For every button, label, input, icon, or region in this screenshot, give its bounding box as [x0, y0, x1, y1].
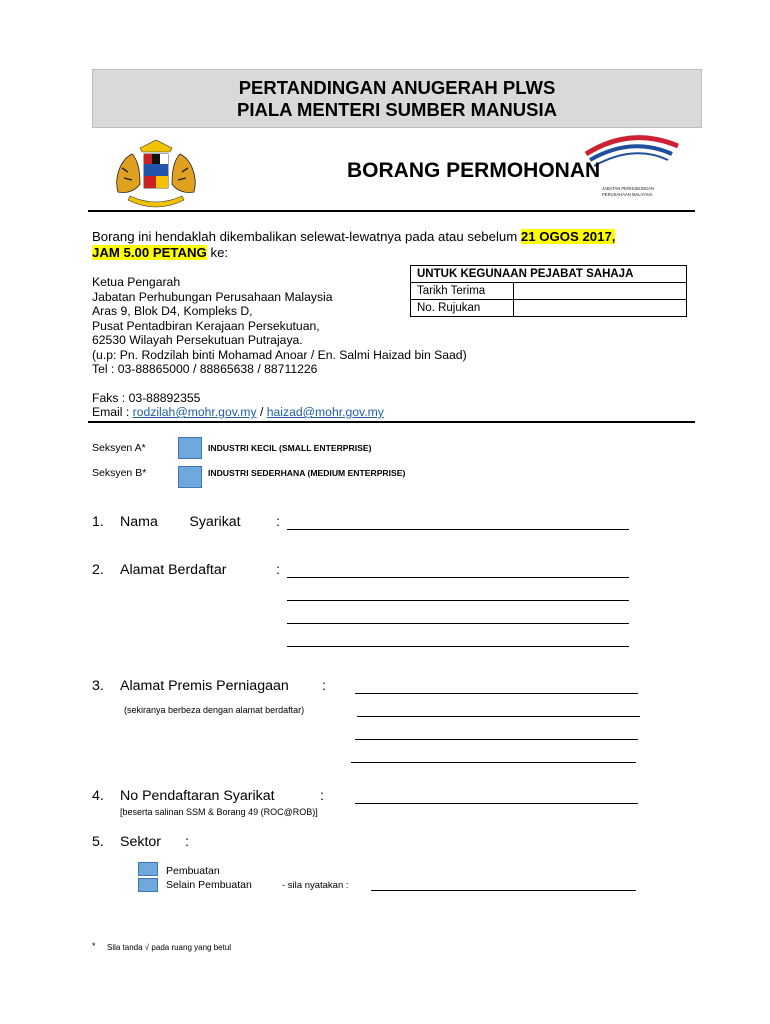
instructions: [92, 229, 690, 260]
sector-manufacturing-label: Pembuatan: [166, 865, 220, 877]
email-link-1[interactable]: rodzilah@mohr.gov.my: [132, 405, 257, 419]
section-b-checkbox[interactable]: [178, 466, 202, 488]
address-line: Pusat Pentadbiran Kerajaan Persekutuan,: [92, 318, 320, 333]
business-address-field[interactable]: [351, 762, 636, 763]
address-block: [92, 275, 467, 420]
section-a-checkbox[interactable]: [178, 437, 202, 459]
instructions-text: Borang ini hendaklah dikembalikan selewat-lewatnya pada atau sebelum: [92, 229, 521, 244]
business-address-field[interactable]: [355, 739, 638, 740]
q4-colon: :: [320, 788, 324, 804]
sector-specify-field[interactable]: [371, 890, 636, 891]
address-line: 62530 Wilayah Persekutuan Putrajaya.: [92, 333, 303, 347]
registration-number-field[interactable]: [355, 803, 638, 804]
registered-address-field[interactable]: [287, 600, 629, 601]
received-date-label: Tarikh Terima: [411, 283, 514, 300]
title-banner: [92, 69, 702, 128]
instructions-suffix: ke:: [206, 244, 229, 260]
business-address-field[interactable]: [357, 716, 640, 717]
email-link-2[interactable]: haizad@mohr.gov.my: [266, 405, 384, 419]
sector-manufacturing-checkbox[interactable]: [138, 862, 158, 876]
reference-no-label: No. Rujukan: [411, 300, 514, 317]
coat-of-arms-logo: [110, 138, 202, 216]
q2-number: 2.: [92, 562, 104, 578]
company-name-field[interactable]: [287, 529, 629, 530]
jppm-logo-text-1: JABATAN PERHUBUNGAN: [602, 186, 654, 191]
q3-colon: :: [322, 678, 326, 694]
q1-label: Nama Syarikat: [120, 514, 241, 530]
section-b-label: Seksyen B*: [92, 467, 147, 479]
footnote-star: *: [92, 941, 96, 951]
sector-other-label: Selain Pembuatan: [166, 879, 252, 891]
q5-colon: :: [185, 834, 189, 850]
section-b-name: INDUSTRI SEDERHANA (MEDIUM ENTERPRISE): [208, 468, 406, 478]
section-a-name: INDUSTRI KECIL (SMALL ENTERPRISE): [208, 443, 372, 453]
email-separator: /: [256, 405, 267, 419]
q2-colon: :: [276, 562, 280, 578]
address-line: Aras 9, Blok D4, Kompleks D,: [92, 304, 253, 318]
q5-label: Sektor: [120, 834, 162, 850]
office-use-header: UNTUK KEGUNAAN PEJABAT SAHAJA: [411, 266, 687, 283]
sector-other-checkbox[interactable]: [138, 878, 158, 892]
q3-label: Alamat Premis Perniagaan: [120, 678, 289, 694]
email-line: [92, 405, 467, 420]
title-line-1: PERTANDINGAN ANUGERAH PLWS: [238, 76, 556, 98]
q4-note: [beserta salinan SSM & Borang 49 (ROC@ROB)]: [120, 807, 318, 817]
q3-note: (sekiranya berbeza dengan alamat berdaftar): [124, 705, 305, 715]
phone-line: Tel : 03-88865000 / 88865638 / 88711226: [92, 362, 318, 376]
title-line-2: PIALA MENTERI SUMBER MANUSIA: [237, 98, 557, 120]
reference-no-cell[interactable]: [514, 300, 687, 317]
deadline-date: 21 OGOS 2017,: [520, 229, 616, 244]
divider-top: [88, 210, 695, 212]
address-line: Ketua Pengarah: [92, 275, 181, 289]
q1-colon: :: [276, 514, 280, 530]
email-label: Email :: [92, 405, 133, 419]
jppm-logo-text-2: PERUSAHAAN MALAYSIA: [602, 192, 653, 197]
q1-number: 1.: [92, 514, 104, 530]
q4-label: No Pendaftaran Syarikat: [120, 788, 275, 804]
attention-line: (u.p: Pn. Rodzilah binti Mohamad Anoar / En. Salmi Haizad bin Saad): [92, 347, 467, 362]
form-title: BORANG PERMOHONAN: [347, 159, 601, 182]
q5-number: 5.: [92, 834, 104, 850]
registered-address-field[interactable]: [287, 623, 629, 624]
section-a-label: Seksyen A*: [92, 442, 146, 454]
received-date-cell[interactable]: [514, 283, 687, 300]
footnote-text: Sila tanda √ pada ruang yang betul: [107, 943, 232, 952]
q4-number: 4.: [92, 788, 104, 804]
q2-label: Alamat Berdaftar: [120, 562, 227, 578]
business-address-field[interactable]: [355, 693, 638, 694]
address-line: Jabatan Perhubungan Perusahaan Malaysia: [92, 289, 333, 304]
registered-address-field[interactable]: [287, 577, 629, 578]
sector-specify-label: - sila nyatakan :: [282, 880, 349, 891]
q3-number: 3.: [92, 678, 104, 694]
registered-address-field[interactable]: [287, 646, 629, 647]
divider-middle: [88, 421, 695, 423]
deadline-time: JAM 5.00 PETANG: [92, 244, 207, 260]
fax-line: Faks : 03-88892355: [92, 390, 201, 405]
